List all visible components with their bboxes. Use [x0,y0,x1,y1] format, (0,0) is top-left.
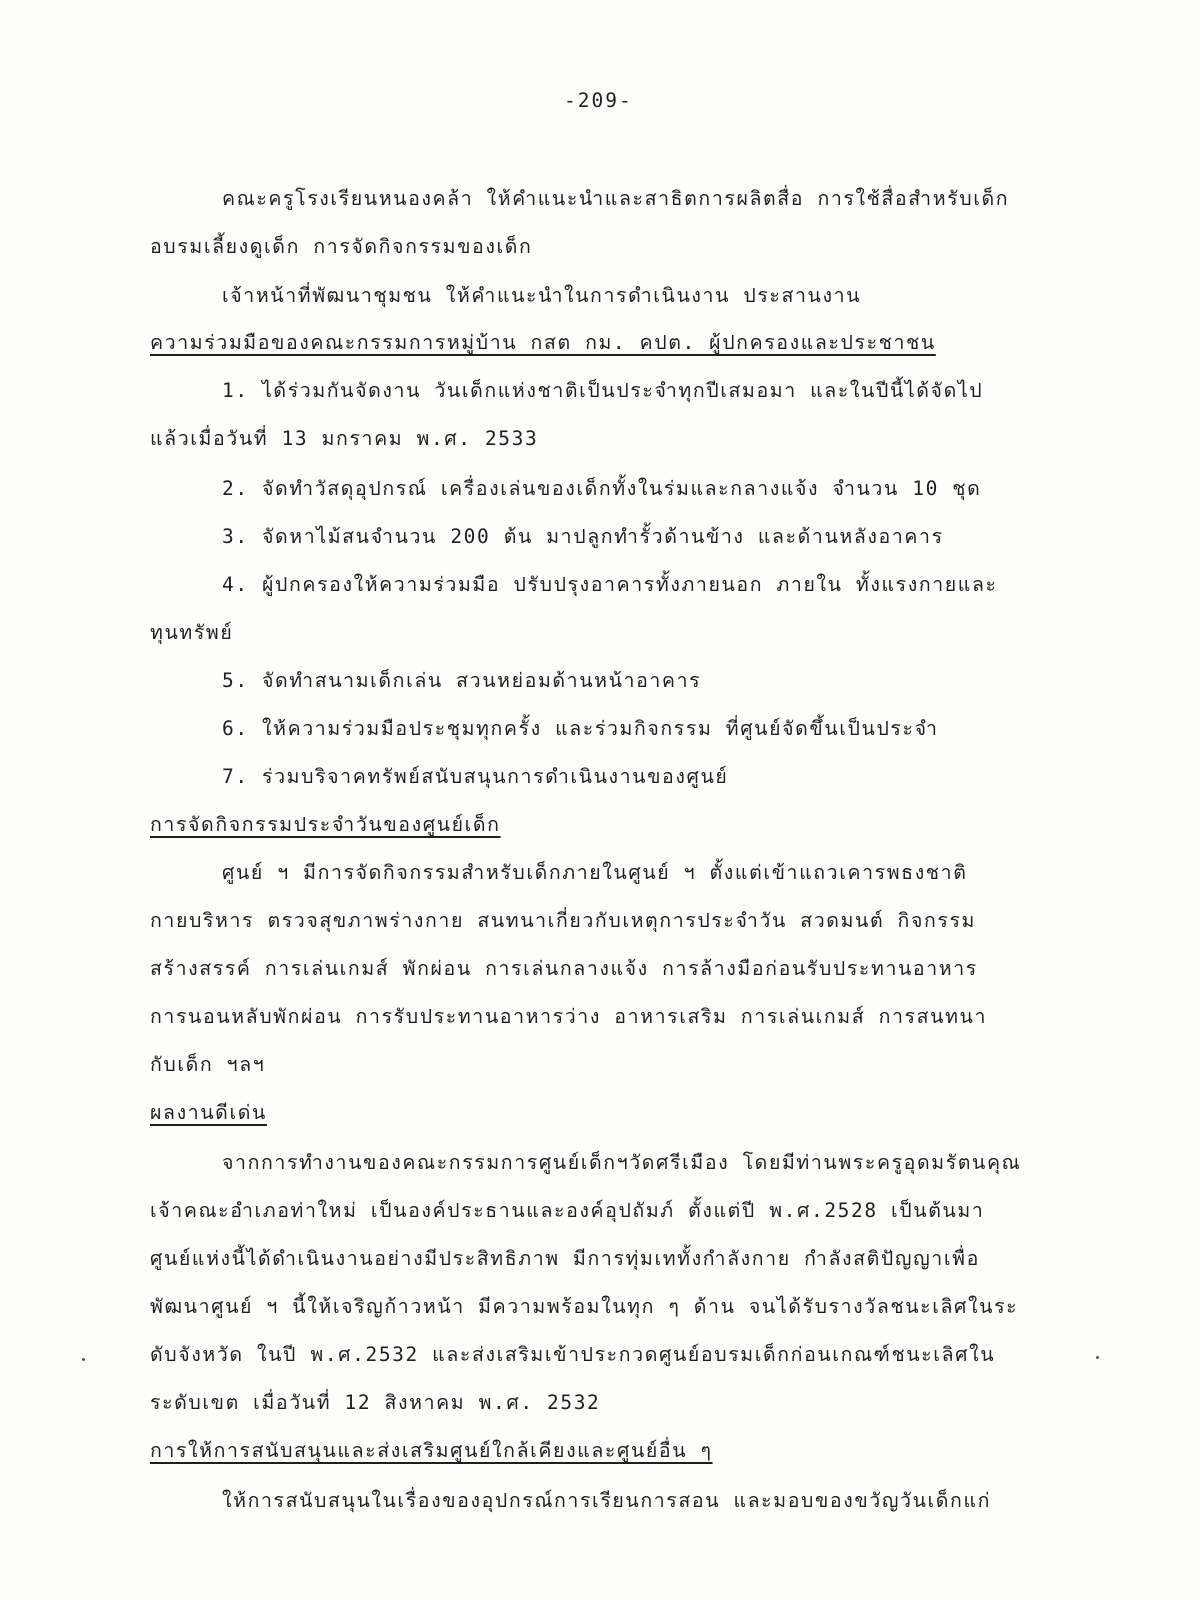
paragraph-line: ระดับเขต เมื่อวันที่ 12 สิงหาคม พ.ศ. 2532 [150,1391,601,1414]
paragraph-line: เจ้าคณะอำเภอท่าใหม่ เป็นองค์ประธานและองค์อุปถัมภ์ ตั้งแต่ปี พ.ศ.2528 เป็นต้นมา [150,1199,985,1222]
paragraph-line: จากการทำงานของคณะกรรมการศูนย์เด็กฯวัดศรีเมือง โดยมีท่านพระครูอุดมรัตนคุณ [222,1151,1022,1174]
paragraph-line: พัฒนาศูนย์ ฯ นี้ให้เจริญก้าวหน้า มีความพร้อมในทุก ๆ ด้าน จนได้รับรางวัลชนะเลิศในระ [150,1295,1019,1318]
section-heading-achievement: ผลงานดีเด่น [150,1101,267,1124]
paragraph-line: การนอนหลับพักผ่อน การรับประทานอาหารว่าง อาหารเสริม การเล่นเกมส์ การสนทนา [150,1005,988,1028]
section-heading-cooperation: ความร่วมมือของคณะกรรมการหมู่บ้าน กสต กม. คปต. ผู้ปกครองและประชาชน [150,331,936,354]
page-number: -209- [564,89,633,112]
list-item: 6. ให้ความร่วมมือประชุมทุกครั้ง และร่วมกิจกรรม ที่ศูนย์จัดขึ้นเป็นประจำ [222,717,939,740]
list-item: 4. ผู้ปกครองให้ความร่วมมือ ปรับปรุงอาคารทั้งภายนอก ภายใน ทั้งแรงกายและ [222,573,998,596]
list-item-continuation: แล้วเมื่อวันที่ 13 มกราคม พ.ศ. 2533 [150,427,539,450]
paragraph-line: กับเด็ก ฯลฯ [150,1053,266,1076]
paragraph-line: สร้างสรรค์ การเล่นเกมส์ พักผ่อน การเล่นกลางแจ้ง การล้างมือก่อนรับประทานอาหาร [150,957,978,980]
paragraph-line: ศูนย์แห่งนี้ได้ดำเนินงานอย่างมีประสิทธิภาพ มีการทุ่มเททั้งกำลังกาย กำลังสติปัญญาเพื่อ [150,1247,980,1270]
paragraph-line: ให้การสนับสนุนในเรื่องของอุปกรณ์การเรียนการสอน และมอบของขวัญวันเด็กแก่ [222,1489,992,1512]
list-item: 5. จัดทำสนามเด็กเล่น สวนหย่อมด้านหน้าอาคาร [222,669,702,692]
list-item-continuation: ทุนทรัพย์ [150,621,234,644]
scan-speck [1096,1356,1099,1359]
paragraph-line: กายบริหาร ตรวจสุขภาพร่างกาย สนทนาเกี่ยวกับเหตุการประจำวัน สวดมนต์ กิจกรรม [150,909,976,932]
scan-speck [82,1358,85,1361]
paragraph-line: ศูนย์ ฯ มีการจัดกิจกรรมสำหรับเด็กภายในศูนย์ ฯ ตั้งแต่เข้าแถวเคารพธงชาติ [222,861,968,884]
list-item: 2. จัดทำวัสดุอุปกรณ์ เครื่องเล่นของเด็กทั้งในร่มและกลางแจ้ง จำนวน 10 ชุด [222,477,982,500]
list-item: 1. ได้ร่วมกันจัดงาน วันเด็กแห่งชาติเป็นประจำทุกปีเสมอมา และในปีนี้ได้จัดไป [222,379,984,402]
paragraph-line: อบรมเลี้ยงดูเด็ก การจัดกิจกรรมของเด็ก [150,235,533,258]
paragraph-line: คณะครูโรงเรียนหนองคล้า ให้คำแนะนำและสาธิตการผลิตสื่อ การใช้สื่อสำหรับเด็ก [222,187,1010,210]
paragraph-line: ดับจังหวัด ในปี พ.ศ.2532 และส่งเสริมเข้าประกวดศูนย์อบรมเด็กก่อนเกณฑ์ชนะเลิศใน [150,1343,996,1366]
list-item: 7. ร่วมบริจาคทรัพย์สนับสนุนการดำเนินงานของศูนย์ [222,765,729,788]
section-heading-support: การให้การสนับสนุนและส่งเสริมศูนย์ใกล้เคียงและศูนย์อื่น ๆ [150,1439,713,1462]
section-heading-daily: การจัดกิจกรรมประจำวันของศูนย์เด็ก [150,813,501,836]
paragraph-line: เจ้าหน้าที่พัฒนาชุมชน ให้คำแนะนำในการดำเนินงาน ประสานงาน [222,284,862,307]
list-item: 3. จัดหาไม้สนจำนวน 200 ต้น มาปลูกทำรั้วด้านข้าง และด้านหลังอาคาร [222,525,944,548]
